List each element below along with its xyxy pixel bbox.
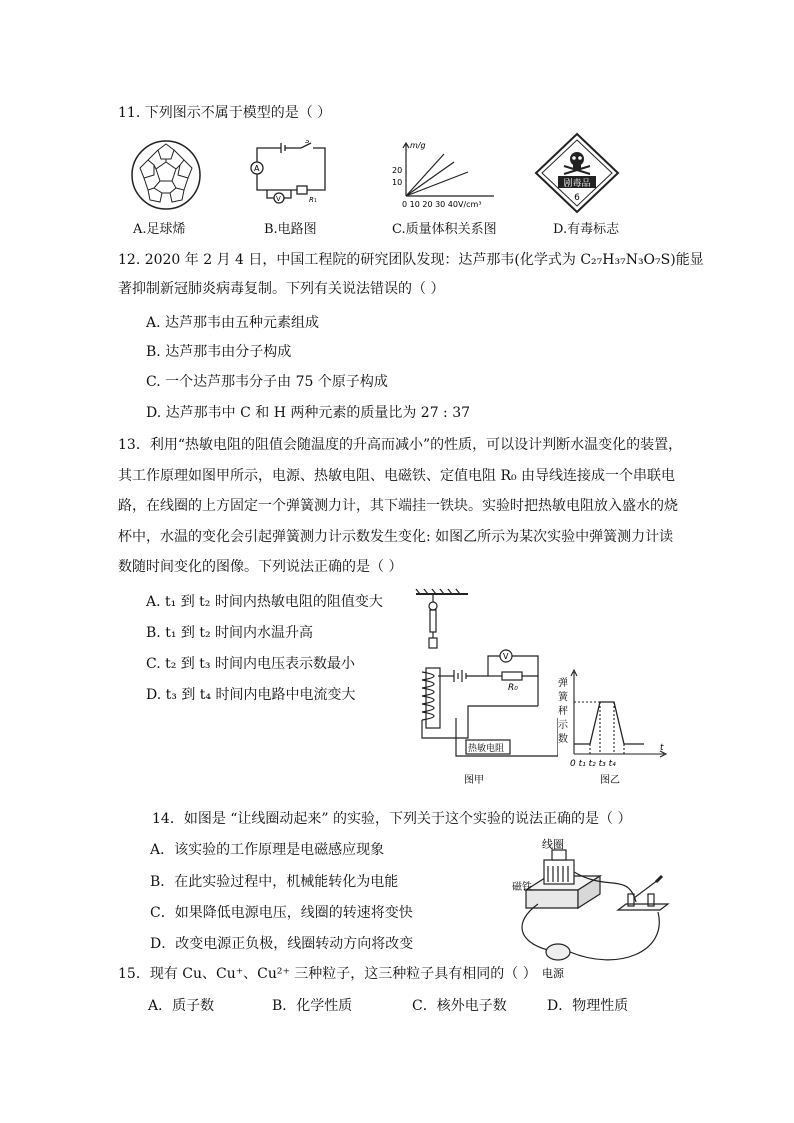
circuit-v-label: V	[276, 195, 281, 203]
q15-option-a: A．质子数	[148, 998, 215, 1014]
fig-yi-x-ticks: 0 t₁ t₂ t₃ t₄	[570, 759, 616, 769]
q12-option-d: D. 达芦那韦中 C 和 H 两种元素的质量比为 27 : 37	[146, 405, 471, 421]
fig-yi-x-label: t	[660, 743, 664, 753]
graph-y-tick: 10	[392, 178, 403, 187]
skull-icon	[564, 152, 590, 174]
poison-sign-figure	[534, 132, 620, 218]
fig-yi-y-label: 秤	[558, 706, 568, 717]
poison-sign-number: 6	[574, 193, 580, 203]
graph-y-axis-label: m/g	[410, 141, 426, 150]
q12-option-b: B. 达芦那韦由分子构成	[146, 344, 292, 360]
q11-option-d: D.有毒标志	[553, 222, 620, 237]
q15-option-b: B．化学性质	[272, 998, 353, 1014]
q15-option-d: D．物理性质	[547, 998, 629, 1014]
fig-yi-y-label: 数	[558, 734, 568, 745]
circuit-figure	[245, 140, 335, 208]
q12-option-a: A. 达芦那韦由五种元素组成	[146, 315, 320, 331]
fig-jia-r0-label: R₀	[508, 683, 518, 693]
q14-option-a: A．该实验的工作原理是电磁感应现象	[150, 842, 385, 858]
q12-option-c: C. 一个达芦那韦分子由 75 个原子构成	[146, 374, 388, 390]
q14-stem: 14．如图是 “让线圈动起来” 的实验，下列关于这个实验的说法正确的是（ ）	[152, 811, 632, 827]
poison-sign-text: 剧毒品	[563, 179, 591, 189]
fig-yi-y-label: 簧	[558, 692, 568, 703]
circuit-r-label: R₁	[309, 196, 317, 204]
q13-option-c: C. t₂ 到 t₃ 时间内电压表示数最小	[146, 656, 355, 672]
fig-yi-y-label: 弹	[558, 678, 568, 689]
q13-stem-line: 13．利用“热敏电阻的阻值会随温度的升高而减小”的性质，可以设计判断水温变化的装置，	[118, 437, 683, 453]
q13-option-a: A. t₁ 到 t₂ 时间内热敏电阻的阻值变大	[146, 594, 383, 610]
q15-stem: 15．现有 Cu、Cu⁺、Cu²⁺ 三种粒子，这三种粒子具有相同的（ ）	[118, 966, 537, 982]
q14-option-d: D．改变电源正负极，线圈转动方向将改变	[150, 936, 414, 952]
q12-stem-line2: 著抑制新冠肺炎病毒复制。下列有关说法错误的（ ）	[118, 281, 445, 297]
fig-jia-thermistor-label: 热敏电阻	[468, 744, 505, 754]
motor-experiment-figure	[508, 832, 678, 986]
figure-jia	[408, 588, 558, 792]
mass-volume-graph	[388, 140, 498, 216]
motor-magnet-label: 磁铁	[512, 882, 532, 893]
q14-option-c: C．如果降低电源电压，线圈的转速将变快	[150, 905, 413, 921]
q11-stem: 11. 下列图示不属于模型的是（ ）	[118, 105, 332, 121]
q11-option-b: B.电路图	[264, 222, 317, 237]
circuit-a-label: A	[254, 164, 260, 173]
fullerene-figure	[128, 138, 204, 216]
motor-power-label: 电源	[542, 967, 564, 980]
q13-stem-line: 杯中，水温的变化会引起弹簧测力计示数发生变化: 如图乙所示为某次实验中弹簧测力计读	[118, 529, 674, 545]
circuit-s-label: S	[305, 140, 310, 145]
q13-stem-line: 其工作原理如图甲所示，电源、热敏电阻、电磁铁、定值电阻 R₀ 由导线连接成一个串联电	[118, 468, 676, 484]
q13-option-d: D. t₃ 到 t₄ 时间内电路中电流变大	[146, 687, 356, 703]
fig-yi-caption: 图乙	[600, 775, 620, 786]
motor-coil-label: 线圈	[542, 838, 564, 851]
q11-option-c: C.质量体积关系图	[392, 222, 497, 237]
graph-y-tick: 20	[392, 166, 403, 175]
q15-option-c: C．核外电子数	[412, 998, 507, 1014]
q12-stem-line1: 12. 2020 年 2 月 4 日，中国工程院的研究团队发现：达芦那韦(化学式为 C₂₇H₃₇N₃O₇S)能显	[118, 252, 704, 268]
q11-option-a: A.足球烯	[133, 222, 186, 237]
graph-x-ticks: 0 10 20 30 40V/cm³	[402, 200, 482, 209]
q14-option-b: B．在此实验过程中，机械能转化为电能	[150, 874, 399, 890]
q13-stem-line: 数随时间变化的图像。下列说法正确的是（ ）	[118, 559, 403, 575]
q13-option-b: B. t₁ 到 t₂ 时间内水温升高	[146, 625, 314, 641]
fig-yi-y-label: 示	[558, 720, 568, 731]
q13-stem-line: 路，在线圈的上方固定一个弹簧测力计，其下端挂一铁块。实验时把热敏电阻放入盛水的烧	[118, 498, 678, 514]
fig-jia-v-label: V	[503, 652, 509, 661]
figure-yi	[554, 664, 672, 792]
fig-jia-caption: 图甲	[464, 775, 484, 786]
